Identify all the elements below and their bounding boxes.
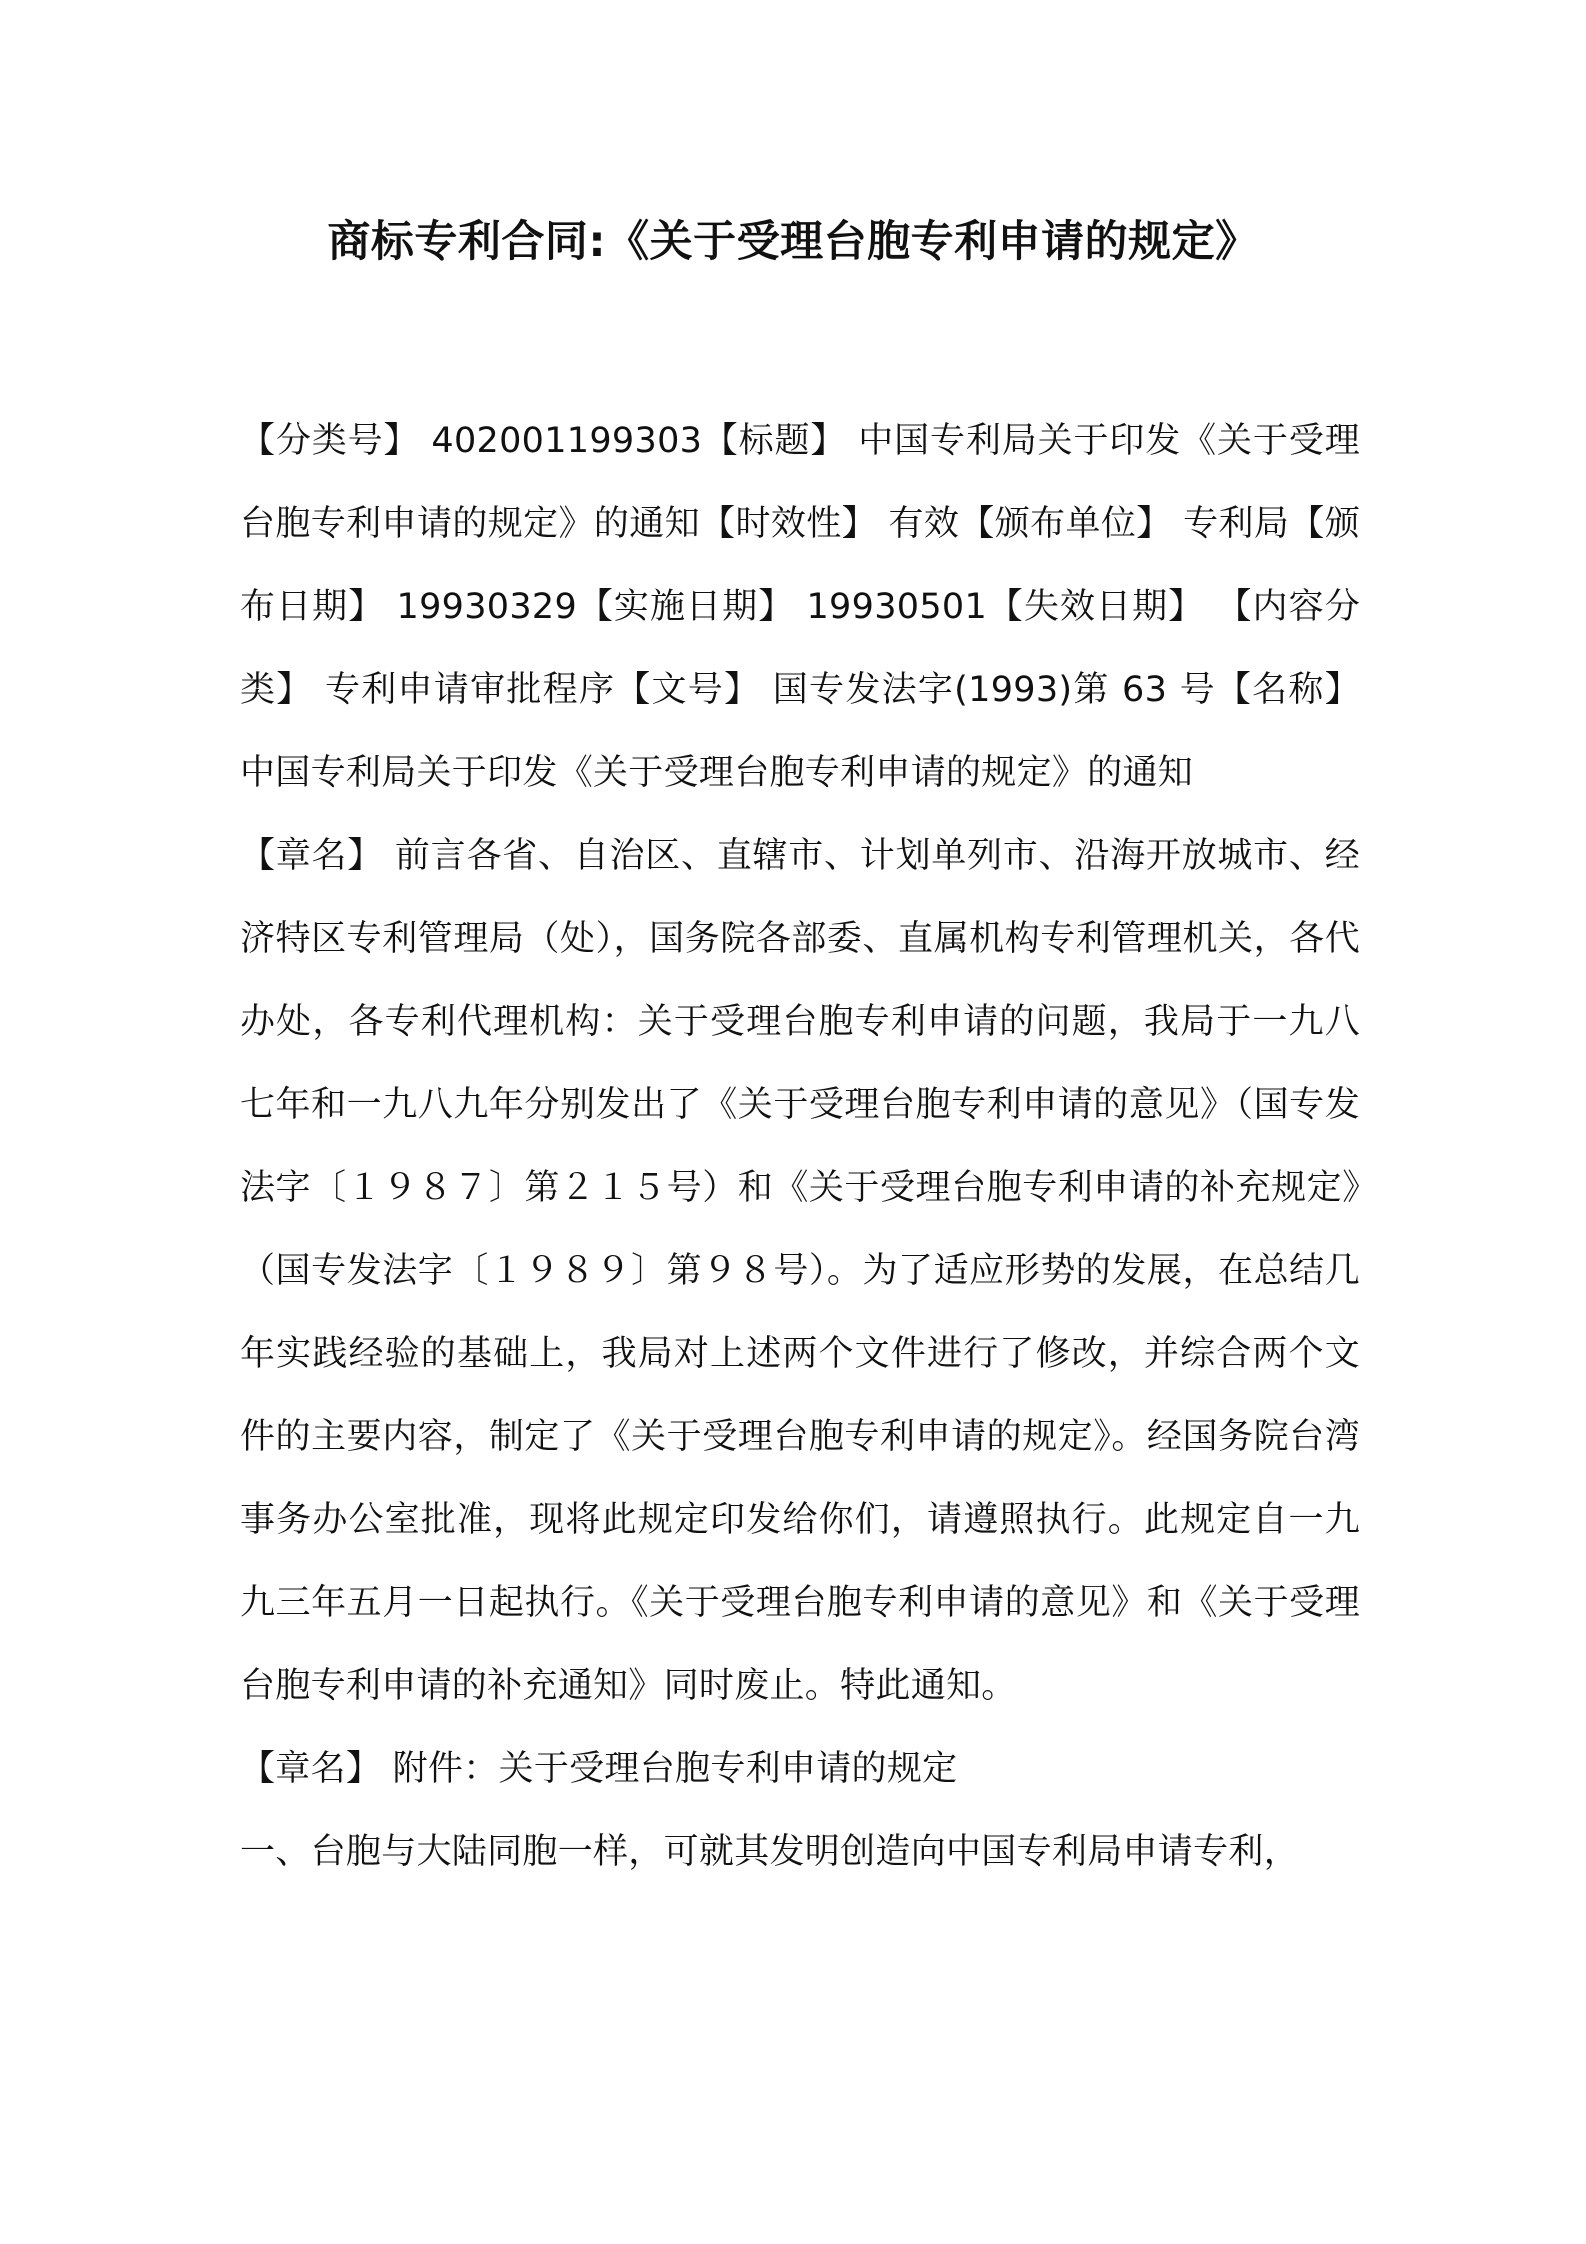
document-body <box>240 400 1360 1894</box>
paragraph-attachment-heading: 【章名】 附件：关于受理台胞专利申请的规定 <box>240 1749 958 1789</box>
page-title: 商标专利合同:《关于受理台胞专利申请的规定》 <box>327 217 1259 267</box>
paragraph-metadata: 【分类号】 402001199303【标题】 中国专利局关于印发《关于受理台胞专利申请的规定》的通知【时效性】 有效【颁布单位】 专利局【颁布日期】 19930329【实施日期】 19930501【失效日期】 【内容分类】 专利申请审批程序【文号】 国专发法字(1993)第 63 号【名称】 中国专利局关于印发《关于受理台胞专利申请的规定》的通知 <box>240 421 1360 793</box>
paragraph-preface: 【章名】 前言各省、自治区、直辖市、计划单列市、沿海开放城市、经济特区专利管理局（处），国务院各部委、直属机构专利管理机关，各代办处，各专利代理机构：关于受理台胞专利申请的问题，我局于一九八七年和一九八九年分别发出了《关于受理台胞专利申请的意见》（国专发法字〔１９８７〕第２１５号）和《关于受理台胞专利申请的补充规定》（国专发法字〔１９８９〕第９８号）。为了适应形势的发展，在总结几年实践经验的基础上，我局对上述两个文件进行了修改，并综合两个文件的主要内容，制定了《关于受理台胞专利申请的规定》。经国务院台湾事务办公室批准，现将此规定印发给你们，请遵照执行。此规定自一九九三年五月一日起执行。《关于受理台胞专利申请的意见》和《关于受理台胞专利申请的补充通知》同时废止。特此通知。 <box>240 836 1360 1706</box>
paragraph-article-one: 一、台胞与大陆同胞一样，可就其发明创造向中国专利局申请专利， <box>240 1832 1300 1872</box>
